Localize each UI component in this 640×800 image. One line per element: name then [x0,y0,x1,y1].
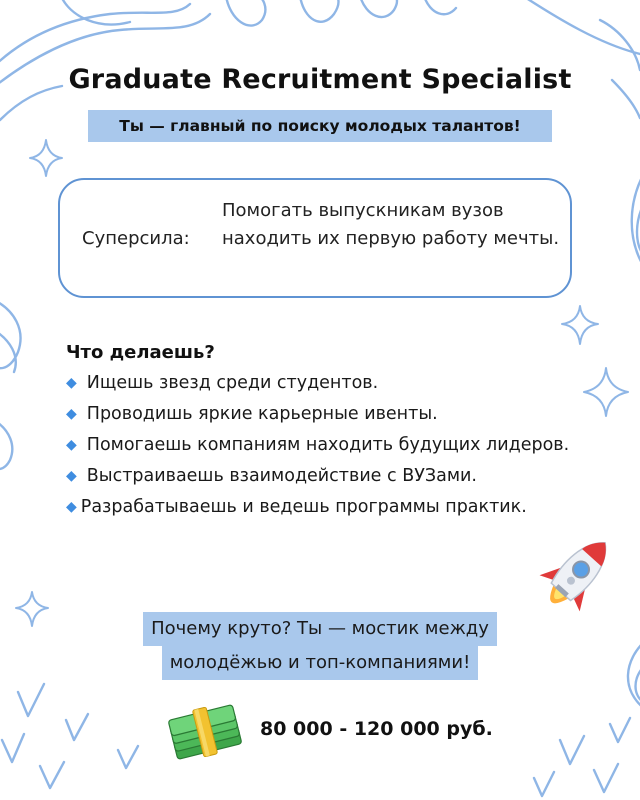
doodle-check [66,714,88,740]
blue-diamond-icon: ◆ [66,375,77,391]
duty-text: Разрабатываешь и ведешь программы практик. [80,497,527,517]
why-banner [100,612,540,680]
sparkle-icon [16,592,48,626]
sparkle-icon [562,306,598,344]
doodle-scribble [628,640,640,710]
money-stack-icon [164,700,246,764]
duty-text: Проводишь яркие карьерные ивенты. [86,404,438,424]
blue-diamond-icon: ◆ [66,406,77,422]
doodle-swirl [0,4,190,70]
duty-text: Выстраиваешь взаимодействие с ВУЗами. [86,466,477,486]
salary-range: 80 000 - 120 000 руб. [260,718,493,740]
doodle-check [18,684,44,716]
blue-diamond-icon: ◆ [66,468,77,484]
why-line-1: Почему круто? Ты — мостик между [143,612,497,646]
subtitle-text: Ты — главный по поиску молодых талантов! [119,117,521,135]
superpower-box [58,178,572,298]
doodle-check [40,762,64,788]
duty-text: Помогаешь компаниям находить будущих лидеров. [86,435,570,455]
doodle-loop [226,0,265,26]
doodle-check [560,736,584,764]
blue-diamond-icon: ◆ [66,437,77,453]
doodle-check [2,734,24,762]
list-item [66,399,586,430]
doodle-scribble [0,300,21,368]
doodle-swirl [60,0,130,24]
sparkle-icon [30,140,62,176]
sparkle-icon [584,368,628,416]
doodle-check [610,718,630,742]
doodle-check [118,746,138,768]
doodle-check [534,772,554,796]
duty-text: Ищешь звезд среди студентов. [86,373,379,393]
blue-diamond-icon: ◆ [66,499,77,515]
doodle-loop [424,0,456,14]
list-item [66,430,586,461]
duties-list [66,368,586,523]
doodle-circle [600,20,640,70]
doodle-scribble [632,170,640,270]
list-item [66,492,586,523]
doodle-scribble [0,420,12,469]
doodle-scribble [636,664,640,704]
duties-heading: Что делаешь? [66,342,215,363]
list-item [66,368,586,399]
subtitle-banner [88,110,552,142]
superpower-label: Суперсила: [82,227,190,249]
doodle-loop [360,0,397,17]
job-title: Graduate Recruitment Specialist [68,64,572,95]
doodle-scribble [0,330,16,372]
rocket-icon [532,528,622,620]
doodle-loop [300,0,338,22]
doodle-check [594,764,618,792]
list-item [66,461,586,492]
doodle-circle [520,0,640,54]
why-line-2: молодёжью и топ-компаниями! [162,646,479,680]
superpower-text: Помогать выпускникам вузов находить их первую работу мечты. [222,200,560,249]
